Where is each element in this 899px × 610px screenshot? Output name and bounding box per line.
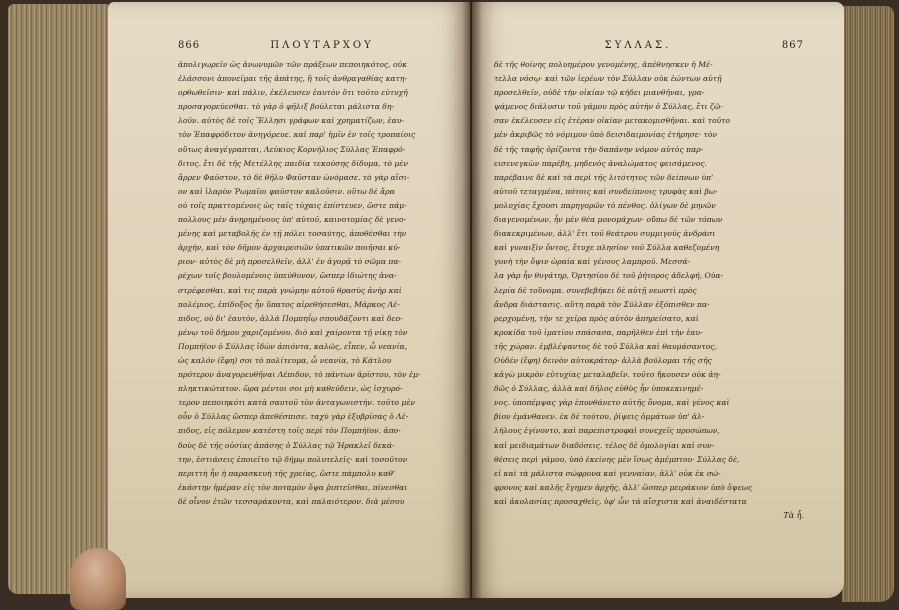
text-line: φρονος καὶ καλῆς ἔγημεν ἀρχῆς, ἀλλ' ὥσπερ μειράκιον ὑπὸ ὄψεως xyxy=(494,482,753,492)
text-line: σαν ἐκέλευσεν εἰς ἑτέραν οἰκίαν μετακομισθῆναι. καὶ τοῦτο xyxy=(494,116,730,126)
text-line: γυνὴ τὴν ὄψιν ὡραία καὶ γένους λαμπροῦ. Μεσσά- xyxy=(494,257,691,267)
text-line: ψάμενος διάλυσιν τοῦ γάμου πρὸς αὐτὴν ὁ Σύλλας, ἔτι ζῶ- xyxy=(494,102,723,112)
text-line: μένῳ τοῦ δήμου χαριζομένου. διὸ καὶ χαίροντα τῇ νίκῃ τὸν xyxy=(178,327,408,337)
text-line: προσελθεῖν, οὐδὲ τὴν οἰκίαν τῷ κήδει μιανθῆναι, γρα- xyxy=(494,88,705,98)
text-line: ἄρρεν Φαῦστον, τὸ δὲ θῆλυ Φαῦσταν ὠνόμασε. τὸ γὰρ αἴσι- xyxy=(178,172,410,182)
text-line: πιδος, οὐ δι' ἑαυτὸν, ἀλλὰ Πομπηΐῳ σπουδάζοντι καὶ δεο- xyxy=(178,313,403,323)
text-line: ἀπολιγωρεῖν ὡς ἀνωνυμῶν τῶν πράξεων πεποιηκότος, οὐκ xyxy=(178,60,408,69)
text-line: ἑκάστην ἡμέραν εἰς τὸν ποταμὸν ὄψα ῥιπτεῖσθαι, πίνεσθαι xyxy=(178,482,408,492)
text-line: αὐτοῦ τεταγμένα, πότοις καὶ συνδείπνοις τρυφὰς καὶ βω- xyxy=(494,186,718,196)
text-line: πληκτικώτατον. ὥρα μέντοι σοι μὴ καθεύδειν, ὡς ἰσχυρό- xyxy=(178,384,403,394)
thumb xyxy=(70,548,126,610)
text-line: κροκίδα τοῦ ἱματίου σπάσασα, παρῆλθεν ἐπὶ τὴν ἑαυ- xyxy=(494,327,703,337)
right-page xyxy=(472,2,844,598)
text-line: πολλους μὲν ἀνῃρημένους ὑπ' αὐτοῦ, καινοτομίας δὲ γενο- xyxy=(178,215,407,225)
text-line: διτος. ἔτι δὲ τῆς Μετέλλης παιδία τεκούσης δίδυμα, τὸ μὲν xyxy=(178,158,408,168)
text-line: ἀρχὴν, καὶ τὸν δῆμον ἀρχαιρεσιῶν ὑπατικῶν ποιῆσαι κύ- xyxy=(178,243,401,253)
right-page-text xyxy=(494,58,804,509)
text-line: εισενεγκὼν παρέβη, μηδενὸς ἀναλώματος φεισάμενος. xyxy=(494,158,708,168)
text-line: ὡς καλόν (ἔφη) σοι τὸ πολίτευμα, ὦ νεανία, τὸ Κάτλου xyxy=(178,355,392,365)
text-line: καὶ ἀκολασίας προσαχθεὶς, ὑφ' ὧν τὰ αἴσχιστα καὶ ἀναιδέστατα xyxy=(494,496,747,506)
text-line: διαγενομένων, ἦν μὲν θέα μονομάχων· οὔπω δὲ τῶν τόπων xyxy=(494,215,723,225)
text-line: κἀγὼ μικρὸν εὐτυχίας μεταλαβεῖν. τοῦτο ἤκουσεν οὐκ ἀη- xyxy=(494,370,721,380)
right-running-head: ΣΥΛΛΑΣ. xyxy=(604,40,672,51)
text-line: προσαγορεύεσθαι. τὸ γὰρ ὁ φῆλιξ βούλεται μάλιστα δη- xyxy=(178,102,394,112)
text-line: την, ἑστιάσεις ἐποιεῖτο τῷ δήμῳ πολυτελεῖς· καὶ τοσοῦτον xyxy=(178,454,408,464)
text-line: Οὐδέν (ἔφη) δεινὸν αὐτοκράτορ· ἀλλὰ βούλομαι τῆς σῆς xyxy=(494,355,712,365)
left-page-text xyxy=(178,58,444,509)
page-edges-right xyxy=(842,6,894,602)
text-line: πιδος, εἰς πόλεμον κατέστη τοῖς περὶ τὸν Πομπήϊον. ἀπο- xyxy=(178,426,401,436)
text-line: δὲ τῆς θοίνης πολυημέρου γενομένης, ἀπέθνησκεν ἡ Μέ- xyxy=(494,60,713,69)
text-line: στρέφεσθαι. καὶ τις παρὰ γνώμην αὐτοῦ θρασὺς ἀνὴρ καὶ xyxy=(178,285,402,295)
text-line: εἰ καὶ τὰ μάλιστα σώφρονα καὶ γενναίαν, ἀλλ' οὐκ ἐκ σώ- xyxy=(494,468,721,478)
text-line: βίον ἐμάνθανεν. ἐκ δὲ τούτου, ῥίψεις ὀμμάτων ὑπ' ἀλ- xyxy=(494,412,705,422)
right-page-header xyxy=(494,40,804,54)
text-line: οὐ τοῖς πραττομένοις ὡς ταῖς τύχαις ἐπίστευεν, ὥστε πάμ- xyxy=(178,200,407,210)
text-line: ριον· αὐτὸς δὲ μὴ προσελθεῖν, ἀλλ' ἐν ἀγορᾷ τὸ σῶμα πα- xyxy=(178,257,402,267)
text-line: μὲν ἀκριβῶς τὸ νόμιμον ὑπὸ δεισιδαιμονίας ἐτήρησε· τὸν xyxy=(494,130,717,140)
text-line: λερία δὲ τοὔνομα. συνεβεβήκει δὲ αὐτῇ νεωστὶ πρὸς xyxy=(494,285,697,295)
text-line: δὲ τῆς ταφῆς ὁρίζοντα τὴν δαπάνην νόμον αὐτὸς παρ- xyxy=(494,144,704,154)
text-line: μένης καὶ μεταβολῆς ἐν τῇ πόλει τοσαύτης, ἀποθέσθαι τὴν xyxy=(178,229,407,239)
text-line: ἐλάσσονι ἀπονεῖμαι τῆς ἀπάτης, ἢ τοῖς ἀνθραγαθίας κατη- xyxy=(178,74,407,84)
text-line: καὶ γυναιξὶν ὄντος, ἔτυχε πλησίον τοῦ Σύλλα καθεζομένη xyxy=(494,243,720,253)
text-line: τερον πεποιηκότι κατὰ σαυτοῦ τὸν ἀνταγωνιστήν. τοῦτο μὲν xyxy=(178,398,416,408)
text-line: διακεκριμένων, ἀλλ' ἔτι τοῦ θεάτρου συμμιγοῦς ἀνδράσι xyxy=(494,229,716,239)
text-line: παρέβαινε δὲ καὶ τὰ περὶ τῆς λιτότητος τῶν δείπνων ὑπ' xyxy=(494,172,714,182)
text-line: ρερχομένη, τὴν τε χεῖρα πρὸς αὐτὸν ἀπηρείσατο, καὶ xyxy=(494,313,699,323)
text-line: δῶς ὁ Σύλλας, ἀλλὰ καὶ δῆλος εὐθὺς ἦν ὑποκεκινημέ- xyxy=(494,384,704,394)
text-line: πολέμιος, ἐπίδοξος ἦν ὕπατος αἱρεθήσεσθαι, Μάρκος Λέ- xyxy=(178,299,400,309)
text-line: ρέχων τοῖς βουλομένοις ὑπεύθυνον, ὥσπερ ἰδιώτης ἀνα- xyxy=(178,271,397,281)
text-line: νος. ὑποπέμψας γὰρ ἐπυνθάνετο αὐτῆς ὄνομα, καὶ γένος καὶ xyxy=(494,398,730,408)
left-running-head: ΠΛΟΥΤΑΡΧΟΥ xyxy=(270,40,374,51)
book-gutter xyxy=(462,0,482,600)
text-line: τὸν Ἐπαφρόδιτον ἀνηγόρευε. καὶ παρ' ἡμῖν ἐν τοῖς τροπαίοις xyxy=(178,130,416,140)
text-line: μολοχίας ἔχουσι παρηγορῶν τὸ πένθος. ὀλίγων δὲ μηνῶν xyxy=(494,200,716,210)
text-line: πρότερον ἀναγορευθῆναι Λέπιδον, τὸ πάντων ἀρίστου, τὸν ἐμ- xyxy=(178,370,421,380)
text-line: περιττὴ ἦν ἡ παρασκευὴ τῆς χρείας, ὥστε πάμπολυ καθ' xyxy=(178,468,395,478)
text-line: Πομπήϊον ὁ Σύλλας ἰδὼν ἀπιόντα, καλῶς, εἶπεν, ὦ νεανία, xyxy=(178,341,408,351)
text-line: καὶ μειδιαμάτων διαδόσεις. τέλος δὲ ὁμολογίαι καὶ συν- xyxy=(494,440,715,450)
left-page xyxy=(108,2,470,598)
text-line: δὲ οἶνον ἐτῶν τεσσαράκοντα, καὶ παλαιότερον. διὰ μέσου xyxy=(178,496,405,506)
text-line: δοὺς δὲ τῆς οὐσίας ἁπάσης ὁ Σύλλας τῷ Ἡρακλεῖ δεκά- xyxy=(178,440,395,450)
text-line: ον καὶ ἱλαρὸν Ῥωμαῖοι φαῦστον καλοῦσιν. οὕτω δὲ ἄρα xyxy=(178,186,395,196)
catchword: Τὰ ἦ. xyxy=(783,511,804,520)
text-line: λα γὰρ ἦν θυγάτηρ, Ὁρτησίου δὲ τοῦ ῥήτορος ἀδελφή, Οὐα- xyxy=(494,271,724,281)
left-page-header xyxy=(178,40,444,54)
text-line: ορθωθεῖσιν· καὶ πάλιν, ἐκέλευσεν ἑαυτὸν ὅτι τοῦτο εὐτυχῆ xyxy=(178,88,408,98)
right-folio: 867 xyxy=(781,40,804,51)
text-line: τελλα νόσῳ· καὶ τῶν ἱερέων τὸν Σύλλαν οὐκ ἐώντων αὐτῇ xyxy=(494,74,722,84)
text-line: τῆς χώραν. ἐμβλέψαντος δὲ τοῦ Σύλλα καὶ θαυμάσαντος, xyxy=(494,341,717,351)
text-line: οὖν ὁ Σύλλας ὥσπερ ἀπεθέσπισε. ταχὺ γὰρ ἐξυβρίσας ὁ Λέ- xyxy=(178,412,409,422)
left-folio: 866 xyxy=(178,40,201,51)
text-line: λοῦν. αὐτὸς δὲ τοῖς Ἕλλησι γράφων καὶ χρηματίζων, ἑαυ- xyxy=(178,116,404,126)
text-line: θέσεις περὶ γάμου, ὑπὸ ἐκείνης μὲν ἴσως ἀμέμπτου· Σύλλας δὲ, xyxy=(494,454,740,464)
text-line: λήλους ἐγίνοντο, καὶ παρεπιστροφαὶ συνεχεῖς προσώπων, xyxy=(494,426,720,436)
text-line: ἄνδρα διάστασις. αὕτη παρὰ τὸν Σύλλαν ἐξόπισθεν πα- xyxy=(494,299,710,309)
page-edges-left xyxy=(8,4,108,594)
text-line: οὕτως ἀναγέγραπται, Λεύκιος Κορνήλιος Σύλλας Ἐπαφρό- xyxy=(178,144,406,154)
